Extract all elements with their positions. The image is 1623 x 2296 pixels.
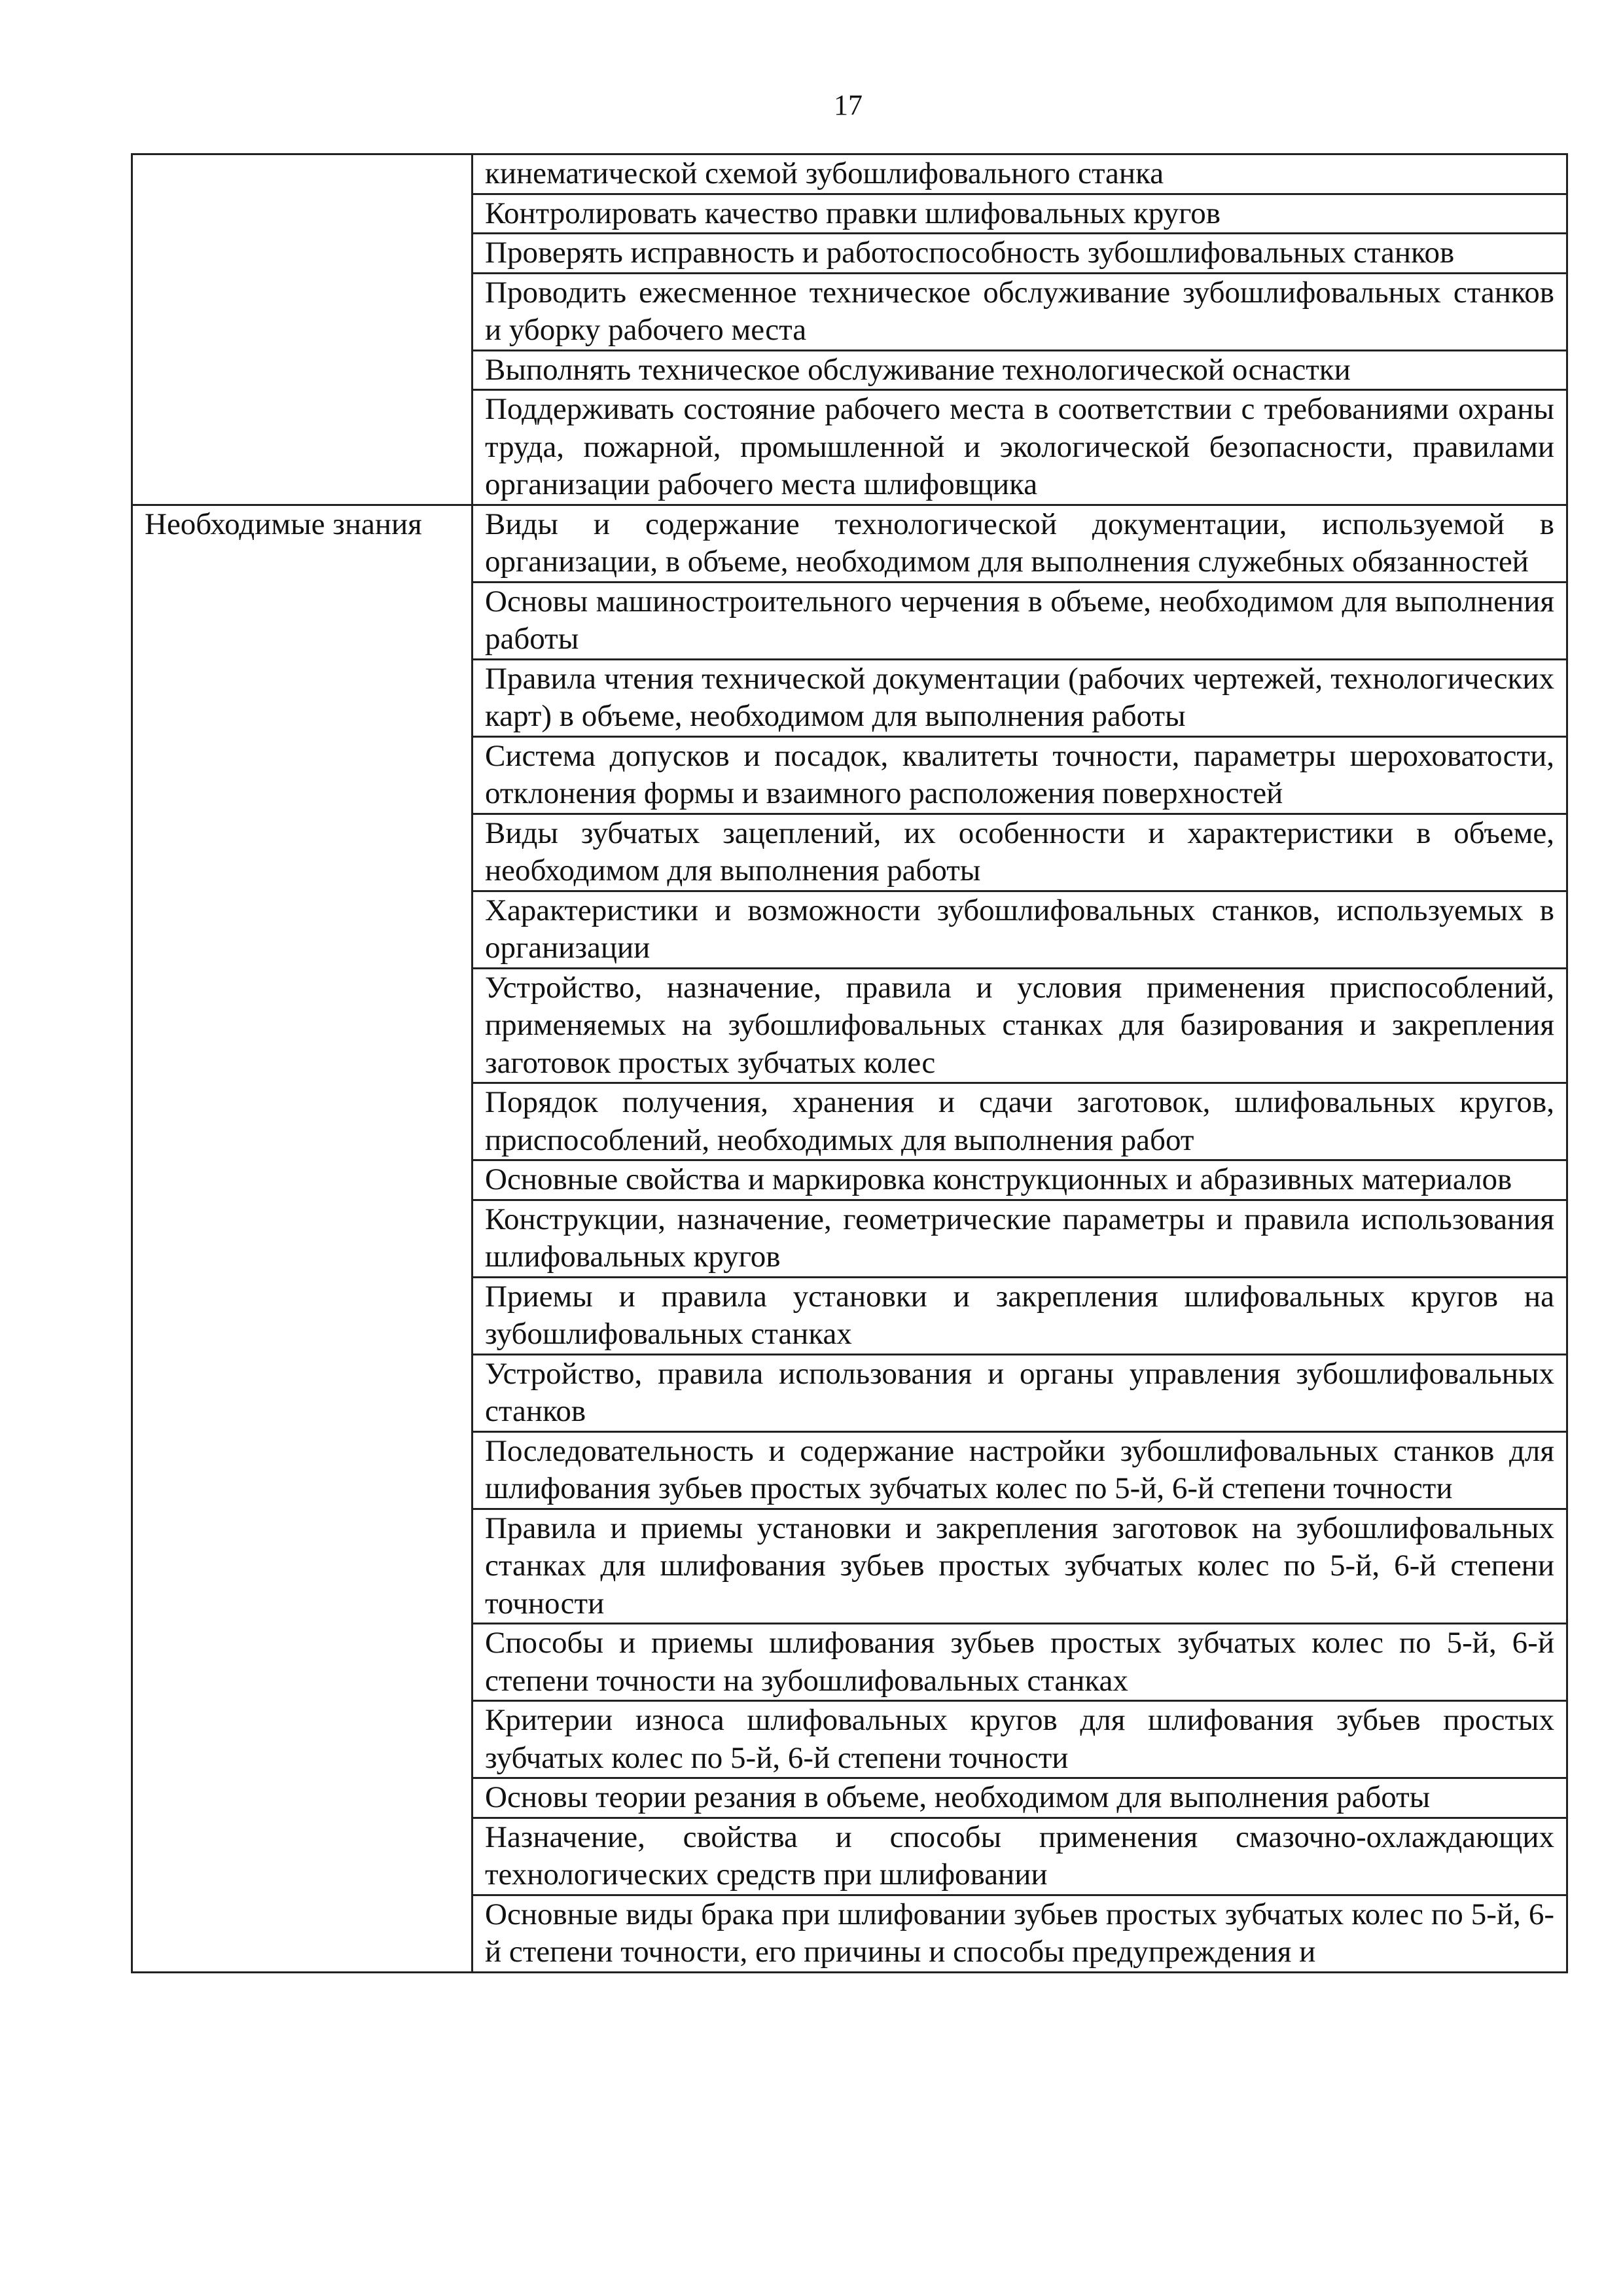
table-cell: Проводить ежесменное техническое обслуживание зубошлифовальных станков и уборку рабочего места <box>473 273 1567 350</box>
page-number: 17 <box>834 89 863 121</box>
table-cell: Основы теории резания в объеме, необходимом для выполнения работы <box>473 1778 1567 1818</box>
table-cell: Устройство, правила использования и органы управления зубошлифовальных станков <box>473 1354 1567 1431</box>
table-cell: Характеристики и возможности зубошлифовальных станков, используемых в организации <box>473 891 1567 968</box>
table-cell: Способы и приемы шлифования зубьев простых зубчатых колес по 5-й, 6-й степени точности на зубошлифовальных станках <box>473 1624 1567 1701</box>
table-cell: Назначение, свойства и способы применения смазочно-охлаждающих технологических средств при шлифовании <box>473 1818 1567 1895</box>
table-cell: Проверять исправность и работоспособность зубошлифовальных станков <box>473 234 1567 274</box>
table-cell: Основные свойства и маркировка конструкционных и абразивных материалов <box>473 1160 1567 1200</box>
table-cell: Основные виды брака при шлифовании зубьев простых зубчатых колес по 5-й, 6-й степени точности, его причины и способы предупреждения и <box>473 1895 1567 1972</box>
table-cell: Устройство, назначение, правила и условия применения приспособлений, применяемых на зубошлифовальных станках для базирования и закрепления заготовок простых зубчатых колес <box>473 968 1567 1083</box>
table-cell: Выполнять техническое обслуживание технологической оснастки <box>473 350 1567 390</box>
table-cell: Виды зубчатых зацеплений, их особенности и характеристики в объеме, необходимом для выполнения работы <box>473 814 1567 891</box>
table-cell: Правила чтения технической документации (рабочих чертежей, технологических карт) в объеме, необходимом для выполнения работы <box>473 659 1567 736</box>
table-cell: Поддерживать состояние рабочего места в соответствии с требованиями охраны труда, пожарной, промышленной и экологической безопасности, правилами организации рабочего места шлифовщика <box>473 390 1567 505</box>
requirements-table-body <box>132 154 1567 1973</box>
table-cell: Правила и приемы установки и закрепления заготовок на зубошлифовальных станках для шлифования зубьев простых зубчатых колес по 5-й, 6-й степени точности <box>473 1509 1567 1624</box>
table-cell: Основы машиностроительного черчения в объеме, необходимом для выполнения работы <box>473 582 1567 659</box>
table-cell: Система допусков и посадок, квалитеты точности, параметры шероховатости, отклонения формы и взаимного расположения поверхностей <box>473 736 1567 814</box>
table-row <box>132 505 1567 582</box>
row-label-empty <box>132 154 473 505</box>
table-cell: кинематической схемой зубошлифовального станка <box>473 154 1567 194</box>
requirements-table <box>131 153 1568 1973</box>
table-cell: Последовательность и содержание настройки зубошлифовальных станков для шлифования зубьев простых зубчатых колес по 5-й, 6-й степени точности <box>473 1431 1567 1509</box>
table-cell: Виды и содержание технологической документации, используемой в организации, в объеме, необходимом для выполнения служебных обязанностей <box>473 505 1567 582</box>
row-label-required-knowledge: Необходимые знания <box>132 505 473 1972</box>
table-cell: Контролировать качество правки шлифовальных кругов <box>473 194 1567 234</box>
table-row <box>132 154 1567 194</box>
table-cell: Критерии износа шлифовальных кругов для шлифования зубьев простых зубчатых колес по 5-й, 6-й степени точности <box>473 1701 1567 1778</box>
table-cell: Порядок получения, хранения и сдачи заготовок, шлифовальных кругов, приспособлений, необходимых для выполнения работ <box>473 1083 1567 1160</box>
table-cell: Приемы и правила установки и закрепления шлифовальных кругов на зубошлифовальных станках <box>473 1277 1567 1354</box>
table-cell: Конструкции, назначение, геометрические параметры и правила использования шлифовальных кругов <box>473 1200 1567 1277</box>
